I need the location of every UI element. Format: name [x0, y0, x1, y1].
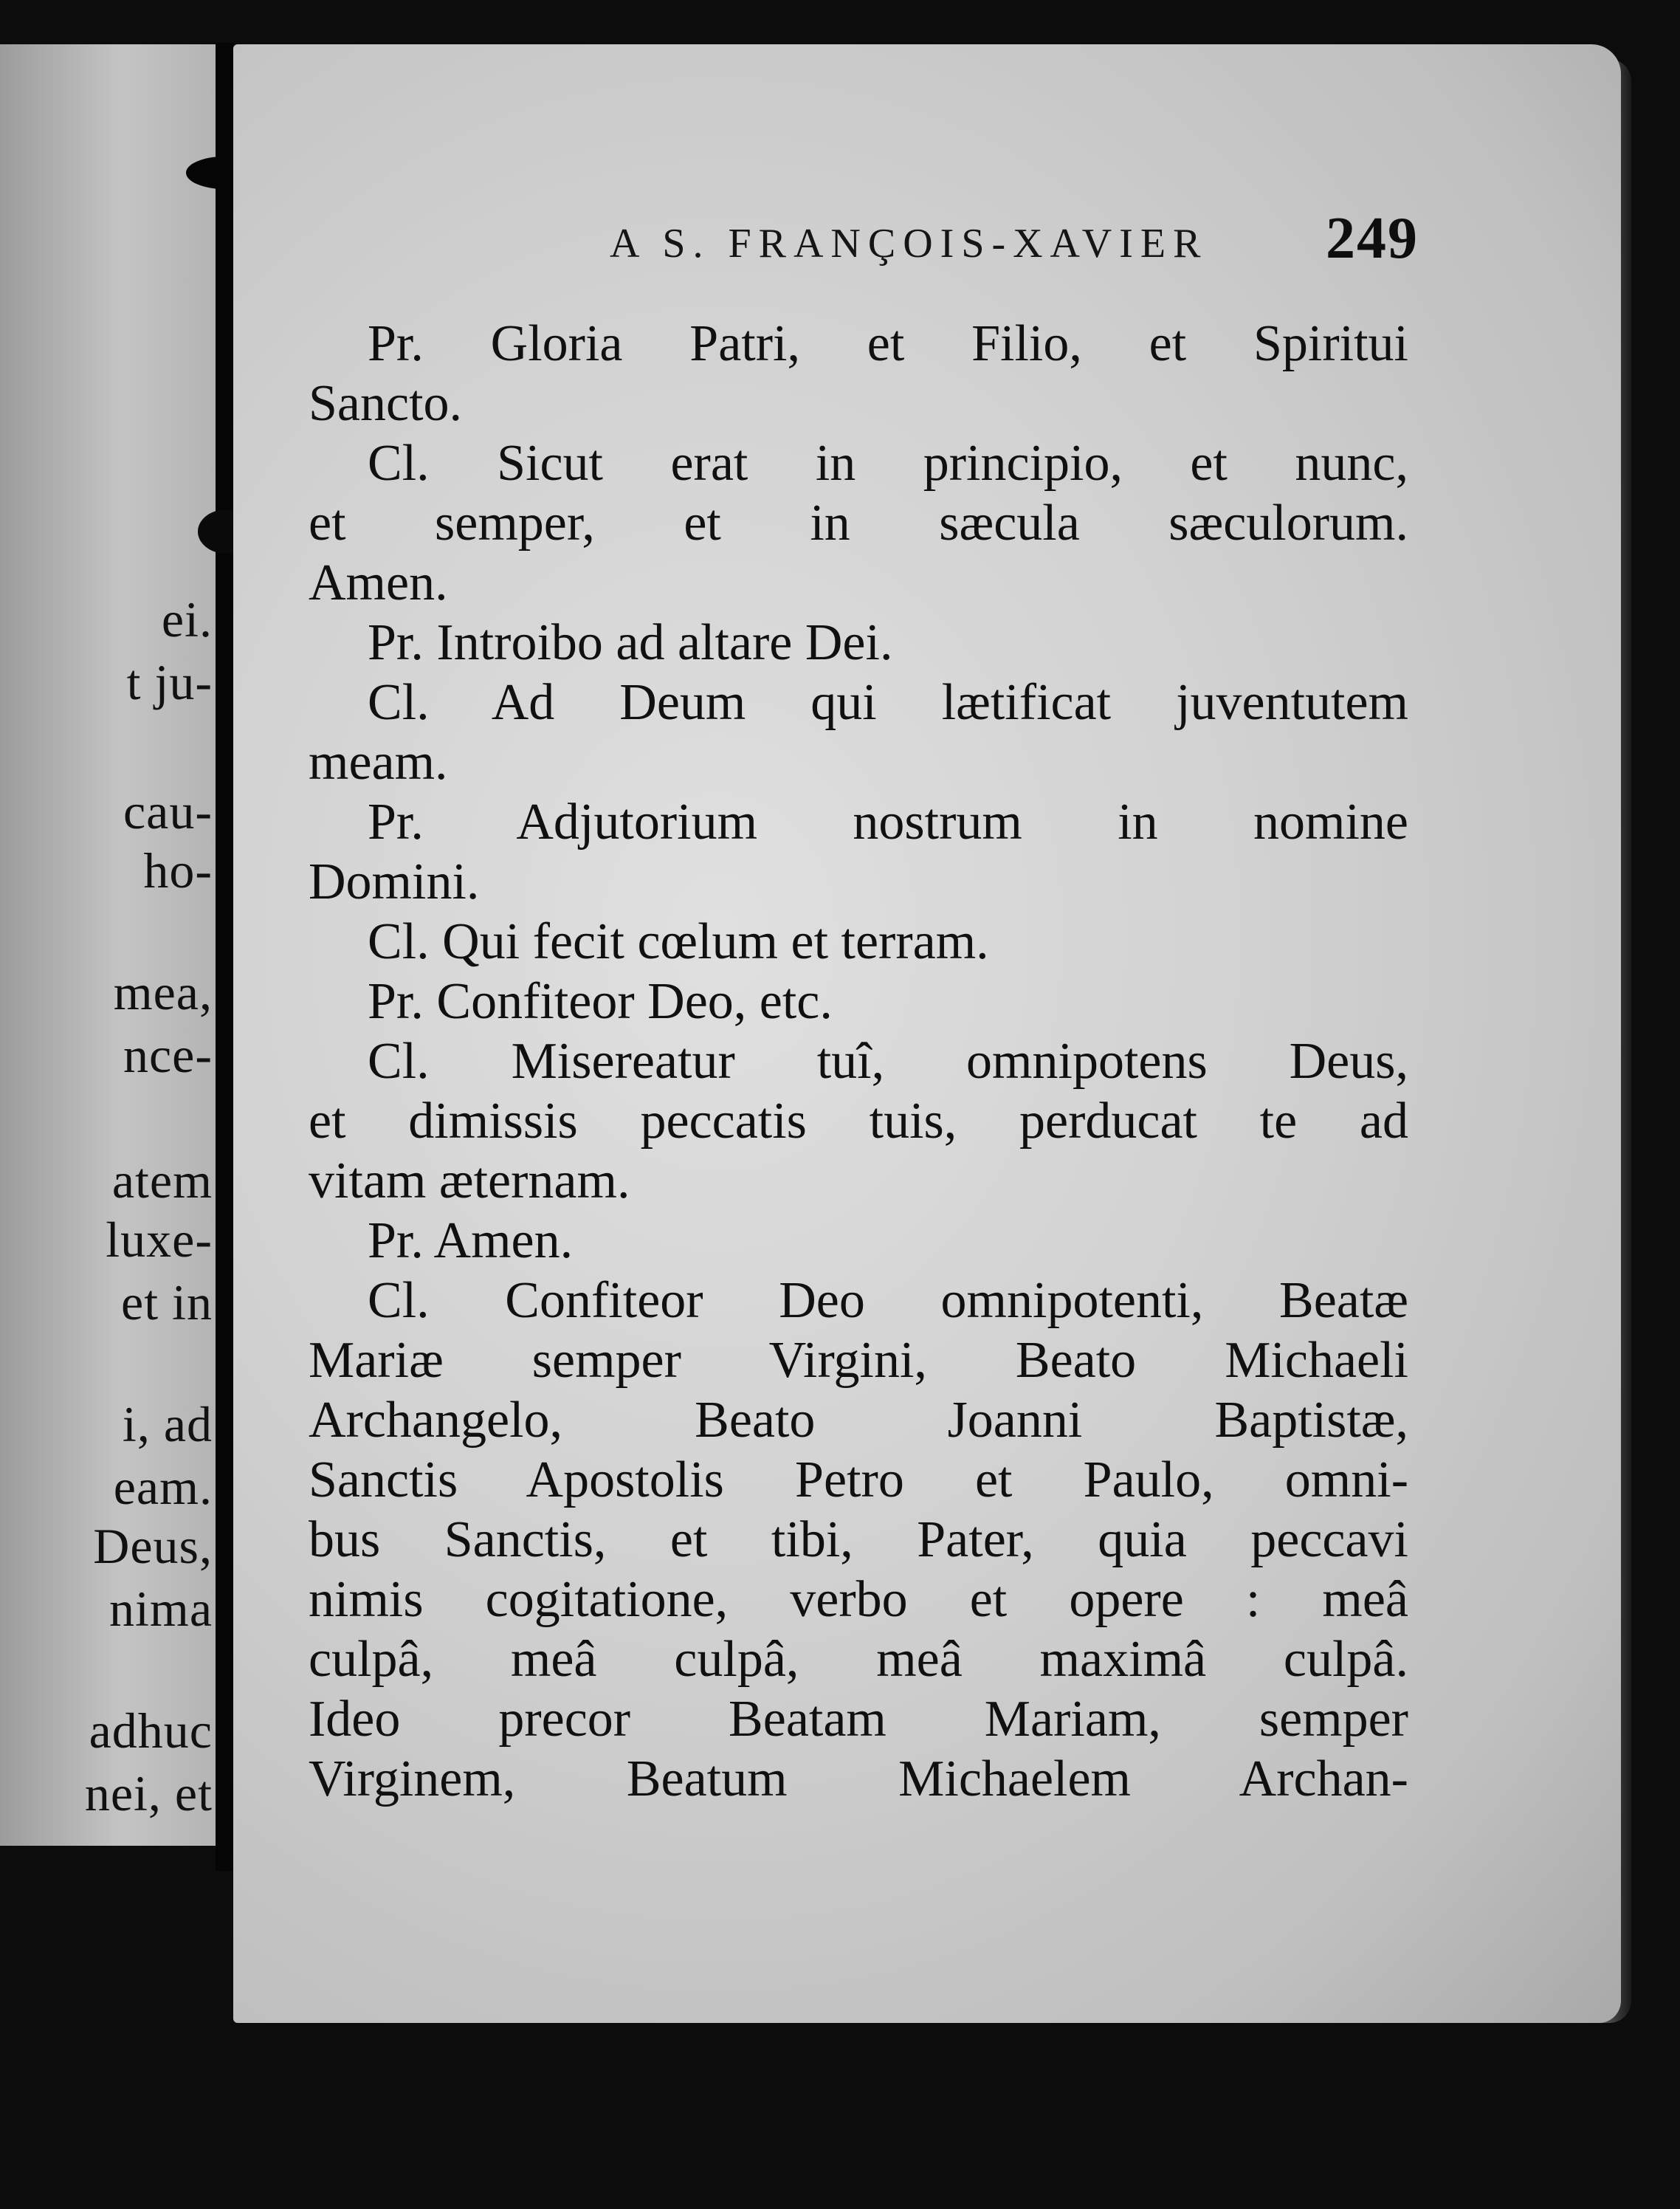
text-line: Sancto.	[309, 375, 463, 432]
facing-page-fragment: t ju-	[126, 654, 213, 710]
facing-page-fragment: nima	[109, 1581, 213, 1637]
page-body-text	[309, 314, 1408, 1809]
facing-page-fragment: eam.	[113, 1459, 213, 1515]
book-gutter	[216, 43, 233, 1871]
text-line: Domini.	[309, 853, 480, 910]
text-line: Pr. Adjutorium nostrum in nomine	[368, 794, 1408, 851]
page-number: 249	[1326, 206, 1419, 271]
facing-page-fragment: ho-	[143, 842, 213, 899]
text-line: Cl. Ad Deum qui lætificat juventutem	[368, 674, 1408, 731]
text-line: Cl. Misereatur tuî, omnipotens Deus,	[368, 1033, 1408, 1090]
text-line: Ideo precor Beatam Mariam, semper	[309, 1691, 1408, 1748]
facing-page-fragment: nei, et	[84, 1765, 213, 1821]
facing-page-fragment: Deus,	[93, 1518, 213, 1574]
facing-page-fragment: et in	[121, 1274, 213, 1330]
facing-page-fragment: adhuc	[89, 1703, 213, 1759]
text-line: Pr. Gloria Patri, et Filio, et Spiritui	[368, 315, 1408, 372]
text-line: vitam æternam.	[309, 1152, 630, 1209]
text-line: Pr. Introibo ad altare Dei.	[368, 614, 893, 671]
text-line: Cl. Confiteor Deo omnipotenti, Beatæ	[368, 1272, 1408, 1329]
text-line: Archangelo, Beato Joanni Baptistæ,	[309, 1392, 1408, 1449]
facing-page-fragment: i, ad	[122, 1396, 213, 1452]
facing-page-fragment: cau-	[123, 783, 213, 839]
text-line: Cl. Qui fecit cœlum et terram.	[368, 913, 989, 970]
text-line: bus Sanctis, et tibi, Pater, quia peccavi	[309, 1511, 1408, 1568]
facing-page-fragment: luxe-	[106, 1212, 213, 1268]
facing-page-fragment: mea,	[113, 964, 213, 1020]
text-line: Virginem, Beatum Michaelem Archan-	[309, 1751, 1408, 1807]
text-line: Pr. Confiteor Deo, etc.	[368, 973, 833, 1030]
text-line: Mariæ semper Virgini, Beato Michaeli	[309, 1332, 1408, 1389]
facing-page-fragment: ei.	[161, 591, 213, 647]
text-line: culpâ, meâ culpâ, meâ maximâ culpâ.	[309, 1631, 1408, 1688]
text-line: Amen.	[309, 554, 448, 611]
text-line: et semper, et in sæcula sæculorum.	[309, 495, 1408, 552]
text-line: Cl. Sicut erat in principio, et nunc,	[368, 435, 1408, 492]
text-line: nimis cogitatione, verbo et opere : meâ	[309, 1571, 1408, 1628]
text-line: meam.	[309, 734, 448, 791]
facing-page-fragment: nce-	[123, 1027, 213, 1083]
running-head: A S. FRANÇOIS-XAVIER	[610, 221, 1208, 267]
facing-page-fragment: atem	[111, 1152, 213, 1209]
text-line: et dimissis peccatis tuis, perducat te ad	[309, 1093, 1408, 1150]
facing-page	[0, 44, 221, 1846]
text-line: Pr. Amen.	[368, 1212, 574, 1269]
text-line: Sanctis Apostolis Petro et Paulo, omni-	[309, 1452, 1408, 1508]
